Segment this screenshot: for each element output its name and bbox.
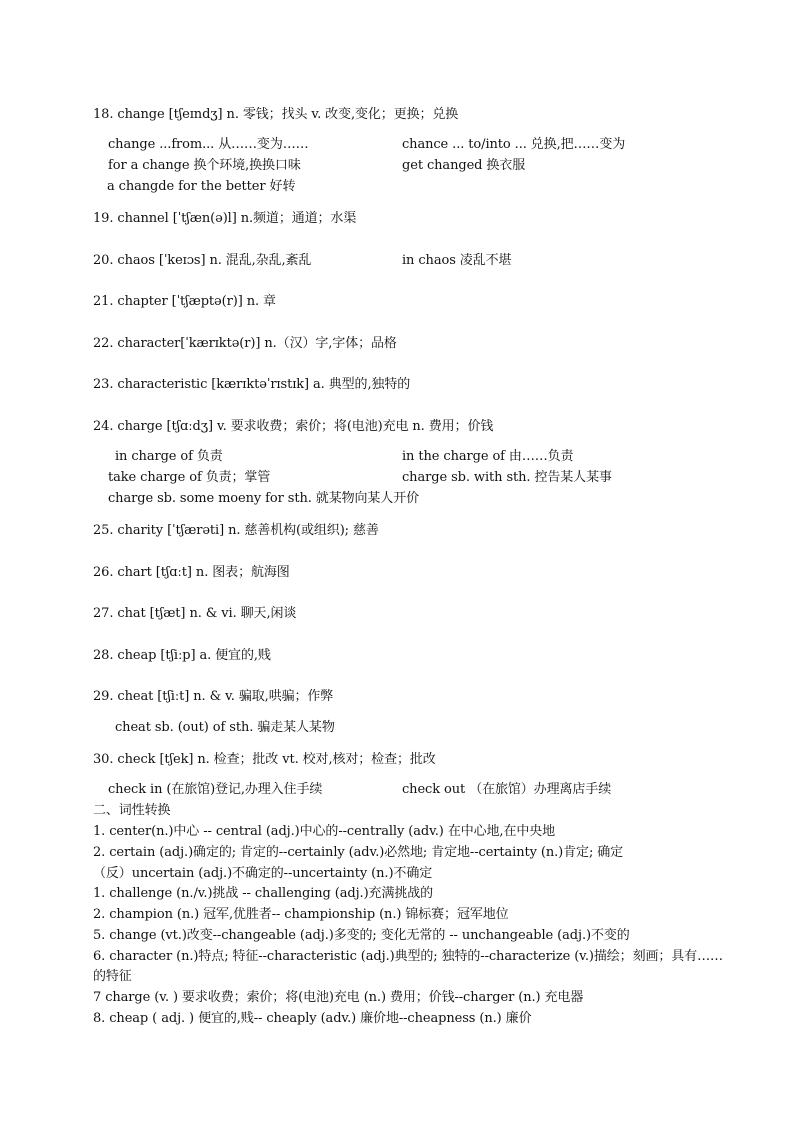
conversion-line: 5. change (vt.)改变--changeable (adj.)多变的; 变化无常的 -- unchangeable (adj.)不变的: [93, 928, 630, 943]
entry-18-headword: 18. change [tʃeɪndʒ] n. 零钱；找头 v. 改变,变化；更换；兑换: [93, 107, 459, 122]
entry-22-headword: 22. character[ˈkærɪktə(r)] n.（汉）字,字体；品格: [93, 336, 397, 351]
entry-27-headword: 27. chat [tʃæt] n. & vi. 聊天,闲谈: [93, 606, 297, 621]
entry-18-phrase-3: for a change 换个环境,换换口味: [108, 158, 301, 173]
entry-26-headword: 26. chart [tʃɑːt] n. 图表；航海图: [93, 565, 290, 580]
entry-24-phrase-2: in the charge of 由……负责: [402, 449, 574, 464]
conversion-line: （反）uncertain (adj.)不确定的--uncertainty (n.)不确定: [93, 866, 433, 881]
conversion-line: 1. challenge (n./v.)挑战 -- challenging (adj.)充满挑战的: [93, 886, 434, 901]
entry-23-headword: 23. characteristic [kærɪktəˈrɪstɪk] a. 典型的,独特的: [93, 377, 411, 392]
entry-29-headword: 29. cheat [tʃiːt] n. & v. 骗取,哄骗；作弊: [93, 689, 334, 704]
entry-21-headword: 21. chapter [ˈtʃæptə(r)] n. 章: [93, 294, 276, 309]
entry-19-headword: 19. channel [ˈtʃæn(ə)l] n.频道；通道；水渠: [93, 211, 357, 226]
entry-28-headword: 28. cheap [tʃiːp] a. 便宜的,贱: [93, 648, 271, 663]
entry-29-phrase-1: cheat sb. (out) of sth. 骗走某人某物: [115, 720, 335, 735]
entry-18-phrase-1: change ...from... 从……变为……: [108, 137, 309, 152]
conversion-line: 2. certain (adj.)确定的; 肯定的--certainly (adv.)必然地; 肯定地--certainty (n.)肯定; 确定: [93, 845, 624, 860]
entry-18-phrase-4: get changed 换衣服: [402, 158, 526, 173]
entry-20-phrase-1: in chaos 凌乱不堪: [402, 253, 512, 268]
entry-24-phrase-1: in charge of 负责: [115, 449, 223, 464]
section-2-title: 二、词性转换: [93, 803, 171, 818]
conversion-line: 8. cheap ( adj. ) 便宜的,贱-- cheaply (adv.) 廉价地--cheapness (n.) 廉价: [93, 1011, 532, 1026]
entry-24-phrase-3: take charge of 负责；掌管: [108, 470, 271, 485]
conversion-line: 的特征: [93, 969, 132, 984]
entry-18-phrase-2: chance ... to/into ... 兑换,把……变为: [402, 137, 626, 152]
entry-24-headword: 24. charge [tʃɑːdʒ] v. 要求收费；索价；将(电池)充电 n. 费用；价钱: [93, 419, 494, 434]
entry-30-headword: 30. check [tʃek] n. 检查；批改 vt. 校对,核对；检查；批改: [93, 752, 436, 767]
entry-30-phrase-1: check in (在旅馆)登记,办理入住手续: [108, 782, 323, 797]
conversion-line: 6. character (n.)特点; 特征--characteristic (adj.)典型的; 独特的--characterize (v.)描绘；刻画；具有……: [93, 949, 723, 964]
conversion-line: 1. center(n.)中心 -- central (adj.)中心的--centrally (adv.) 在中心地,在中央地: [93, 824, 556, 839]
conversion-line: 2. champion (n.) 冠军,优胜者-- championship (n.) 锦标赛；冠军地位: [93, 907, 509, 922]
entry-20-headword: 20. chaos [ˈkeɪɔs] n. 混乱,杂乱,紊乱: [93, 253, 312, 268]
entry-18-phrase-5: a changde for the better 好转: [107, 179, 296, 194]
entry-24-phrase-4: charge sb. with sth. 控告某人某事: [402, 470, 612, 485]
entry-25-headword: 25. charity [ˈtʃærəti] n. 慈善机构(或组织); 慈善: [93, 523, 379, 538]
conversion-line: 7 charge (v. ) 要求收费；索价；将(电池)充电 (n.) 费用；价钱--charger (n.) 充电器: [93, 990, 584, 1005]
entry-30-phrase-2: check out （在旅馆）办理离店手续: [402, 782, 612, 797]
entry-24-phrase-5: charge sb. some moeny for sth. 就某物向某人开价: [108, 491, 419, 506]
